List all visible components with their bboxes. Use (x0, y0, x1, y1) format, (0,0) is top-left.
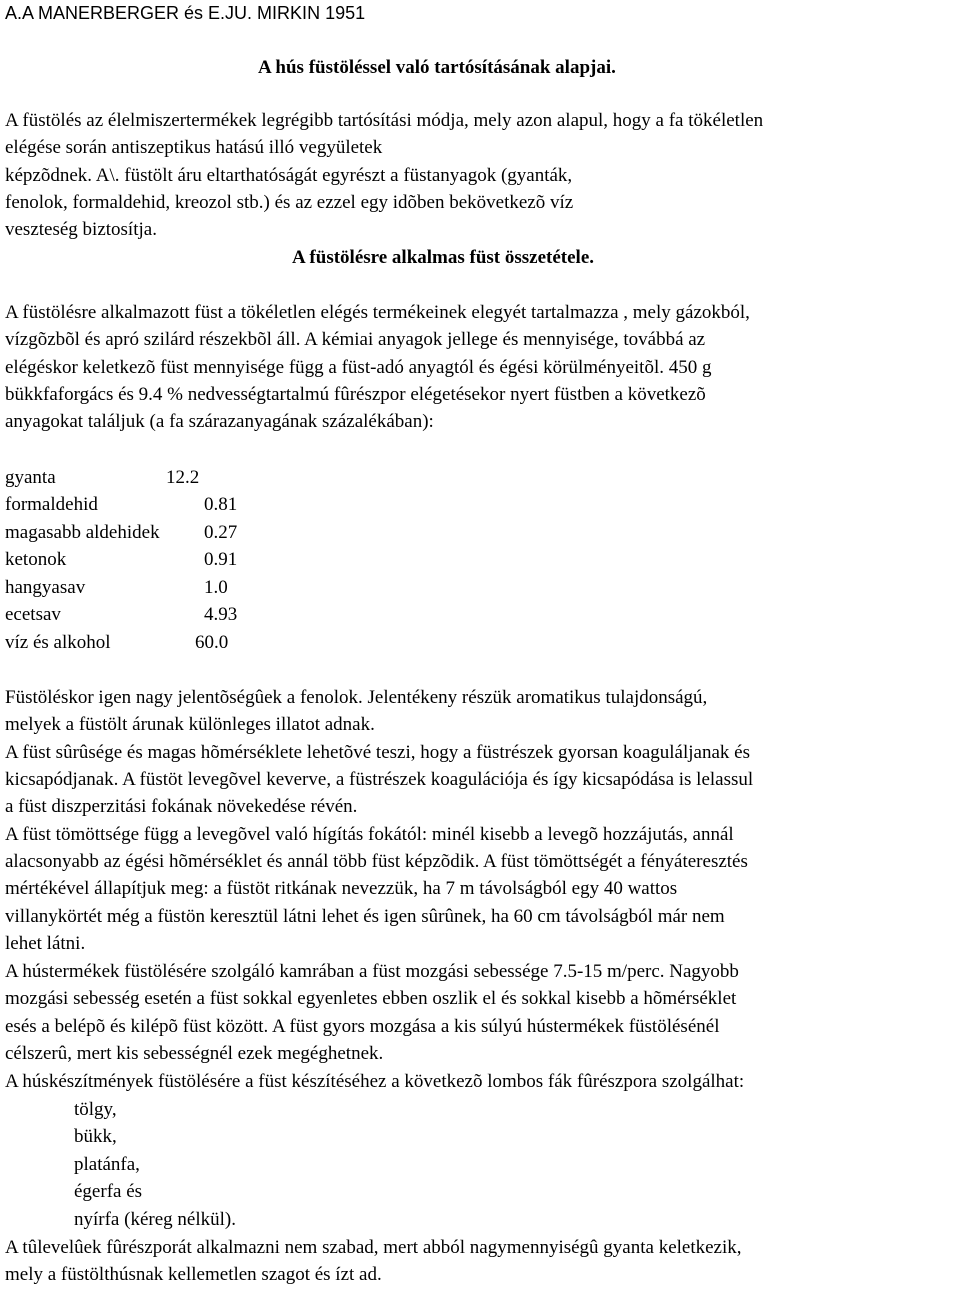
text-line: célszerû, mert kis sebességnél ezek megéghetnek. (5, 1043, 384, 1064)
text-line: kicsapódjanak. A füstöt levegõvel keverve, a füstrészek koagulációja és így kicsapódása is lelassul (5, 769, 754, 790)
text-line: melyek a füstölt árunak különleges illatot adnak. (5, 714, 375, 735)
component-name: hangyasav (5, 577, 86, 598)
text-line: bükkfaforgács és 9.4 % nedvességtartalmú fûrészpor elégetésekor nyert füstben a következõ (5, 384, 706, 405)
text-line: anyagokat találjuk (a fa szárazanyagának százalékában): (5, 411, 434, 432)
text-line: A húskészítmények füstölésére a füst készítéséhez a következõ lombos fák fûrészpora szolgálhat: (5, 1071, 745, 1092)
component-name: ecetsav (5, 604, 61, 625)
component-name: ketonok (5, 549, 67, 570)
text-line: esés a belépõ és kilépõ füst között. A füst gyors mozgása a kis súlyú hústermékek füstölésénél (5, 1016, 720, 1037)
text-line: alacsonyabb az égési hõmérséklet és annál több füst képzõdik. A füst tömöttségét a fényáteresztés (5, 851, 748, 872)
component-value: 60.0 (195, 632, 229, 653)
section-subtitle: A füstölésre alkalmas füst összetétele. (292, 247, 595, 268)
text-line: lehet látni. (5, 933, 86, 954)
text-line: képzõdnek. A\. füstölt áru eltarthatóságát egyrészt a füstanyagok (gyanták, (5, 165, 573, 186)
document-title: A hús füstöléssel való tartósításának alapjai. (258, 57, 616, 78)
text-line: vízgõzbõl és apró szilárd részekbõl áll. A kémiai anyagok jellege és mennyisége, továbbá az (5, 329, 706, 350)
component-value: 0.91 (204, 549, 238, 570)
text-line: villanykörtét még a füstön keresztül látni lehet és igen sûrûnek, ha 60 cm távolságból már nem (5, 906, 725, 927)
list-item: nyírfa (kéreg nélkül). (74, 1209, 236, 1230)
text-line: A tûlevelûek fûrészporát alkalmazni nem szabad, mert abból nagymennyiségû gyanta keletkezik, (5, 1237, 742, 1258)
text-line: mely a füstölthúsnak kellemetlen szagot és ízt ad. (5, 1264, 382, 1285)
text-line: A füst sûrûsége és magas hõmérséklete lehetõvé teszi, hogy a füstrészek gyorsan koaguláljanak és (5, 742, 750, 763)
component-name: magasabb aldehidek (5, 522, 160, 543)
component-name: formaldehid (5, 494, 98, 515)
text-line: veszteség biztosítja. (5, 219, 157, 240)
text-line: A füstölésre alkalmazott füst a tökéletlen elégés termékeinek elegyét tartalmazza , mely gázokból, (5, 302, 750, 323)
component-name: víz és alkohol (5, 632, 111, 653)
list-item: bükk, (74, 1126, 117, 1147)
text-line: elégése során antiszeptikus hatású illó vegyületek (5, 137, 383, 158)
component-value: 1.0 (204, 577, 228, 598)
text-line: Füstöléskor igen nagy jelentõségûek a fenolok. Jelentékeny részük aromatikus tulajdonságú, (5, 687, 708, 708)
component-value: 4.93 (204, 604, 238, 625)
component-value: 0.81 (204, 494, 238, 515)
text-line: A hústermékek füstölésére szolgáló kamrában a füst mozgási sebessége 7.5-15 m/perc. Nagyobb (5, 961, 739, 982)
text-line: mozgási sebesség esetén a füst sokkal egyenletes ebben oszlik el és sokkal kisebb a hõmérséklet (5, 988, 737, 1009)
text-line: a füst diszperzitási fokának növekedése révén. (5, 796, 358, 817)
component-value: 12.2 (166, 467, 200, 488)
list-item: tölgy, (74, 1099, 117, 1120)
text-line: A füst tömöttsége függ a levegõvel való hígítás fokától: minél kisebb a levegõ hozzájutás, annál (5, 824, 734, 845)
list-item: égerfa és (74, 1181, 143, 1202)
text-line: mértékével állapítjuk meg: a füstöt ritkának nevezzük, ha 7 m távolságból egy 40 wattos (5, 878, 678, 899)
list-item: platánfa, (74, 1154, 140, 1175)
component-value: 0.27 (204, 522, 238, 543)
text-line: A füstölés az élelmiszertermékek legrégibb tartósítási módja, mely azon alapul, hogy a fa tökéletlen (5, 110, 764, 131)
document-header: A.A MANERBERGER és E.JU. MIRKIN 1951 (5, 3, 366, 23)
text-line: elégéskor keletkezõ füst mennyisége függ a füst-adó anyagtól és égési körülményeitõl. 450 g (5, 357, 712, 378)
component-name: gyanta (5, 467, 56, 488)
text-line: fenolok, formaldehid, kreozol stb.) és az ezzel egy idõben bekövetkezõ víz (5, 192, 574, 213)
